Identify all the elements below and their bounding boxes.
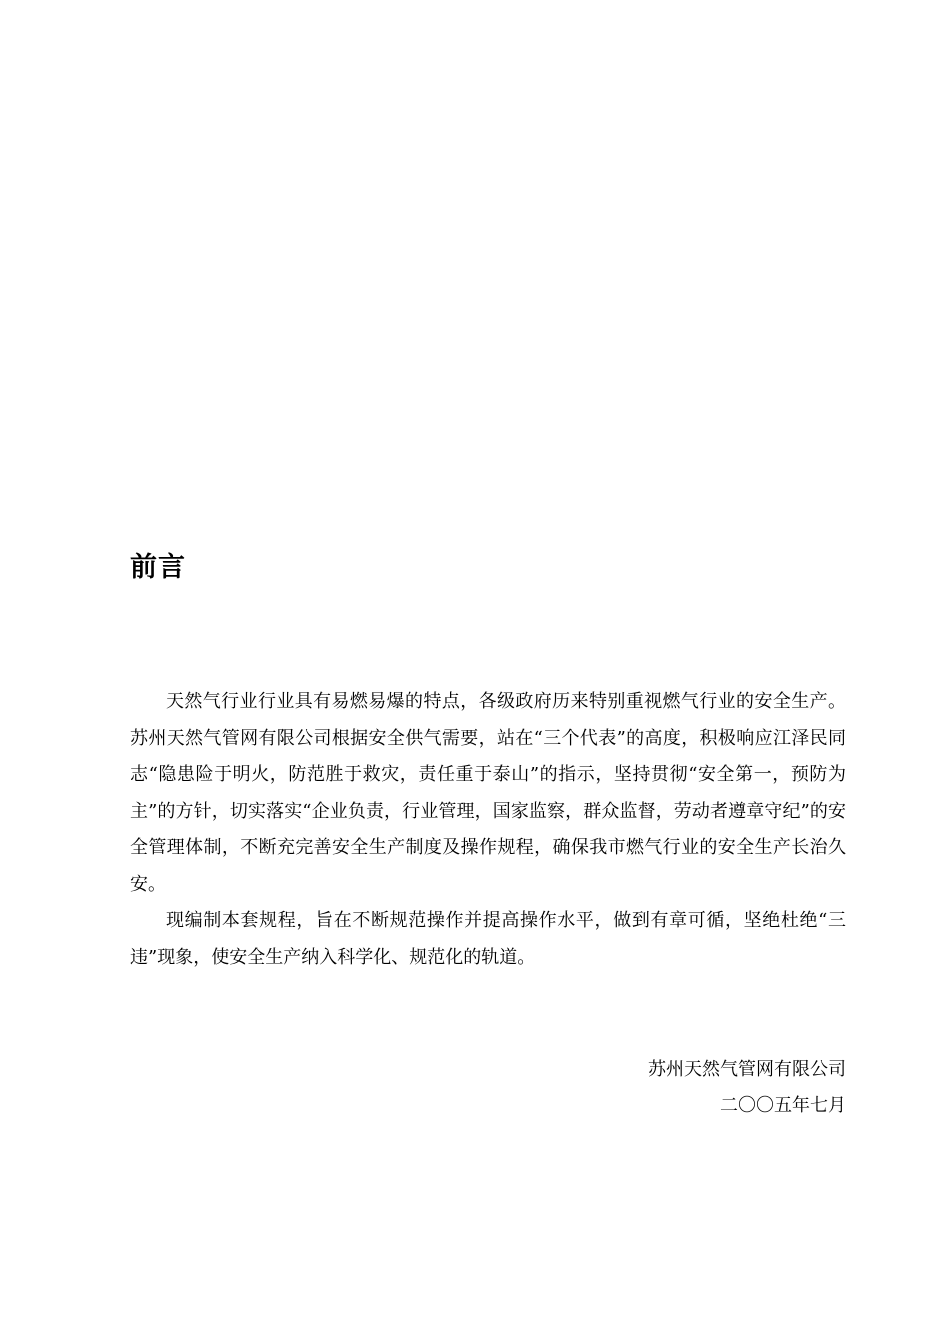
- preface-body: [130, 684, 846, 976]
- paragraph: 天然气行业行业具有易燃易爆的特点，各级政府历来特别重视燃气行业的安全生产。苏州天然气管网有限公司根据安全供气需要，站在“三个代表”的高度，积极响应江泽民同志“隐患险于明火，防范胜于救灾，责任重于泰山”的指示，坚持贯彻“安全第一，预防为主”的方针，切实落实“企业负责，行业管理，国家监察，群众监督，劳动者遵章守纪”的安全管理体制，不断充完善安全生产制度及操作规程，确保我市燃气行业的安全生产长治久安。: [130, 691, 846, 895]
- page-title: 前言: [130, 552, 186, 583]
- signature-organization: 苏州天然气管网有限公司: [648, 1059, 846, 1080]
- signature-date: 二〇〇五年七月: [720, 1095, 846, 1116]
- signature-block: [648, 1052, 846, 1124]
- paragraph: 现编制本套规程，旨在不断规范操作并提高操作水平，做到有章可循，坚绝杜绝“三违”现象，使安全生产纳入科学化、规范化的轨道。: [130, 910, 846, 968]
